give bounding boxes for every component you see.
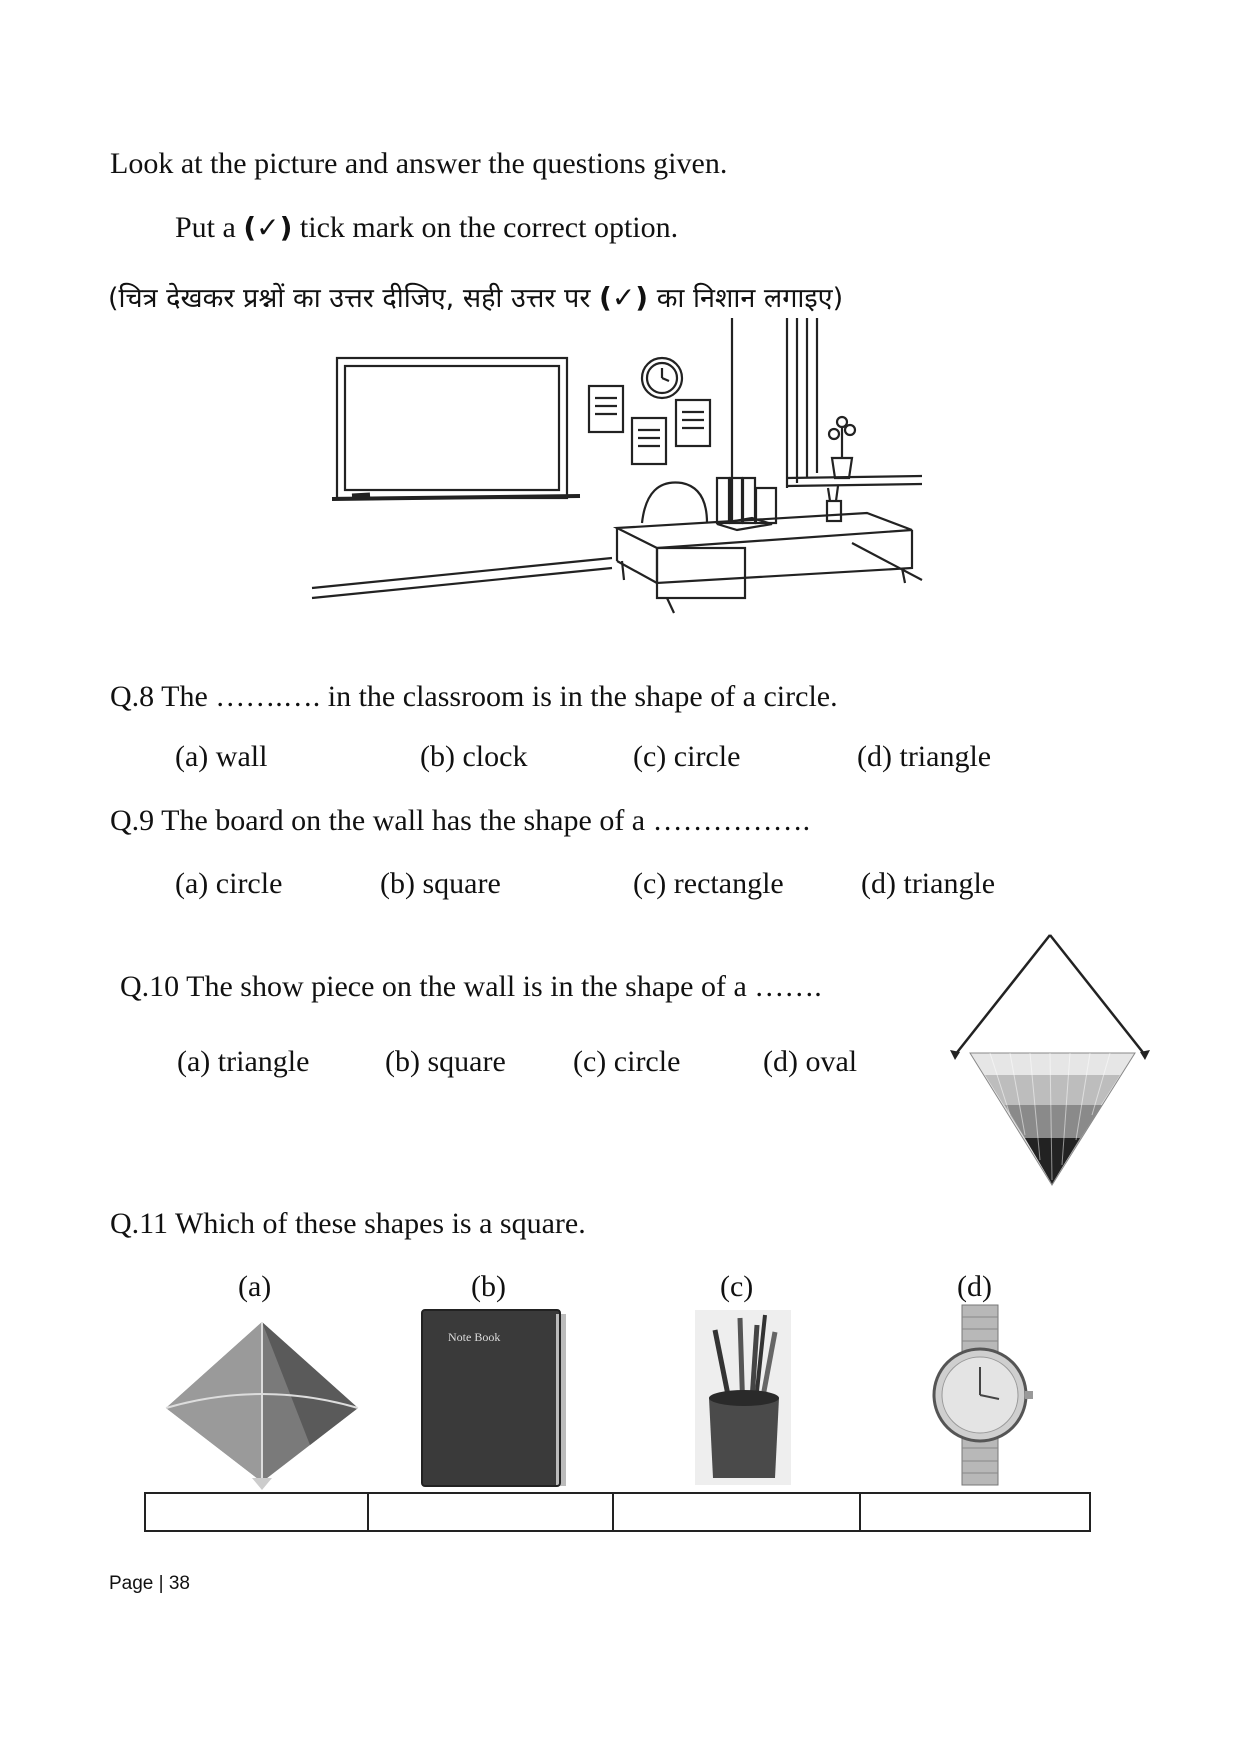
q10-option-a[interactable]: (a) triangle: [177, 1045, 310, 1078]
classroom-illustration: [312, 318, 932, 648]
answer-box-d[interactable]: [859, 1492, 1091, 1532]
question-9-text: Q.9 The board on the wall has the shape of a …………….: [110, 804, 811, 837]
pencil-holder-image: [695, 1310, 791, 1485]
q11-label-c: (c): [720, 1270, 754, 1303]
triangle-showpiece-image: [950, 930, 1150, 1190]
question-8-text: Q.8 The …….…. in the classroom is in the shape of a circle.: [110, 680, 838, 713]
q8-option-b[interactable]: (b) clock: [420, 740, 528, 773]
q11-label-b: (b): [471, 1270, 506, 1303]
notebook-image: [420, 1308, 568, 1488]
q9-option-a[interactable]: (a) circle: [175, 867, 283, 900]
hindi-instruction-start: (चित्र देखकर प्रश्नों का उत्तर दीजिए, सही उत्तर पर: [108, 283, 591, 314]
q9-option-b[interactable]: (b) square: [380, 867, 501, 900]
q10-option-d[interactable]: (d) oval: [763, 1045, 858, 1078]
q11-label-d: (d): [957, 1270, 992, 1303]
notebook-cover-text: Note Book: [448, 1330, 501, 1344]
answer-box-a[interactable]: [144, 1492, 369, 1532]
tick-mark-icon: (✓): [243, 211, 293, 244]
instruction-line-2: [175, 211, 678, 245]
kite-image: [162, 1320, 362, 1490]
instruction-put-a: Put a: [175, 211, 236, 244]
q10-option-c[interactable]: (c) circle: [573, 1045, 681, 1078]
q9-option-c[interactable]: (c) rectangle: [633, 867, 784, 900]
question-10-text: Q.10 The show piece on the wall is in the shape of a …….: [120, 970, 822, 1003]
q8-option-a[interactable]: (a) wall: [175, 740, 268, 773]
answer-box-b[interactable]: [367, 1492, 614, 1532]
hindi-instruction-end: का निशान लगाइए): [656, 283, 844, 314]
q8-option-d[interactable]: (d) triangle: [857, 740, 992, 773]
q10-option-b[interactable]: (b) square: [385, 1045, 506, 1078]
tick-mark-icon-hindi: (✓): [599, 281, 649, 314]
instruction-tick-text: tick mark on the correct option.: [299, 211, 679, 244]
wristwatch-image: [925, 1303, 1035, 1488]
q8-option-c[interactable]: (c) circle: [633, 740, 741, 773]
question-11-text: Q.11 Which of these shapes is a square.: [110, 1207, 586, 1240]
instruction-hindi: [108, 278, 843, 315]
answer-box-c[interactable]: [612, 1492, 861, 1532]
q9-option-d[interactable]: (d) triangle: [861, 867, 996, 900]
page-number: Page | 38: [109, 1573, 191, 1594]
q11-label-a: (a): [238, 1270, 272, 1303]
instruction-line-1: Look at the picture and answer the questions given.: [110, 147, 728, 180]
